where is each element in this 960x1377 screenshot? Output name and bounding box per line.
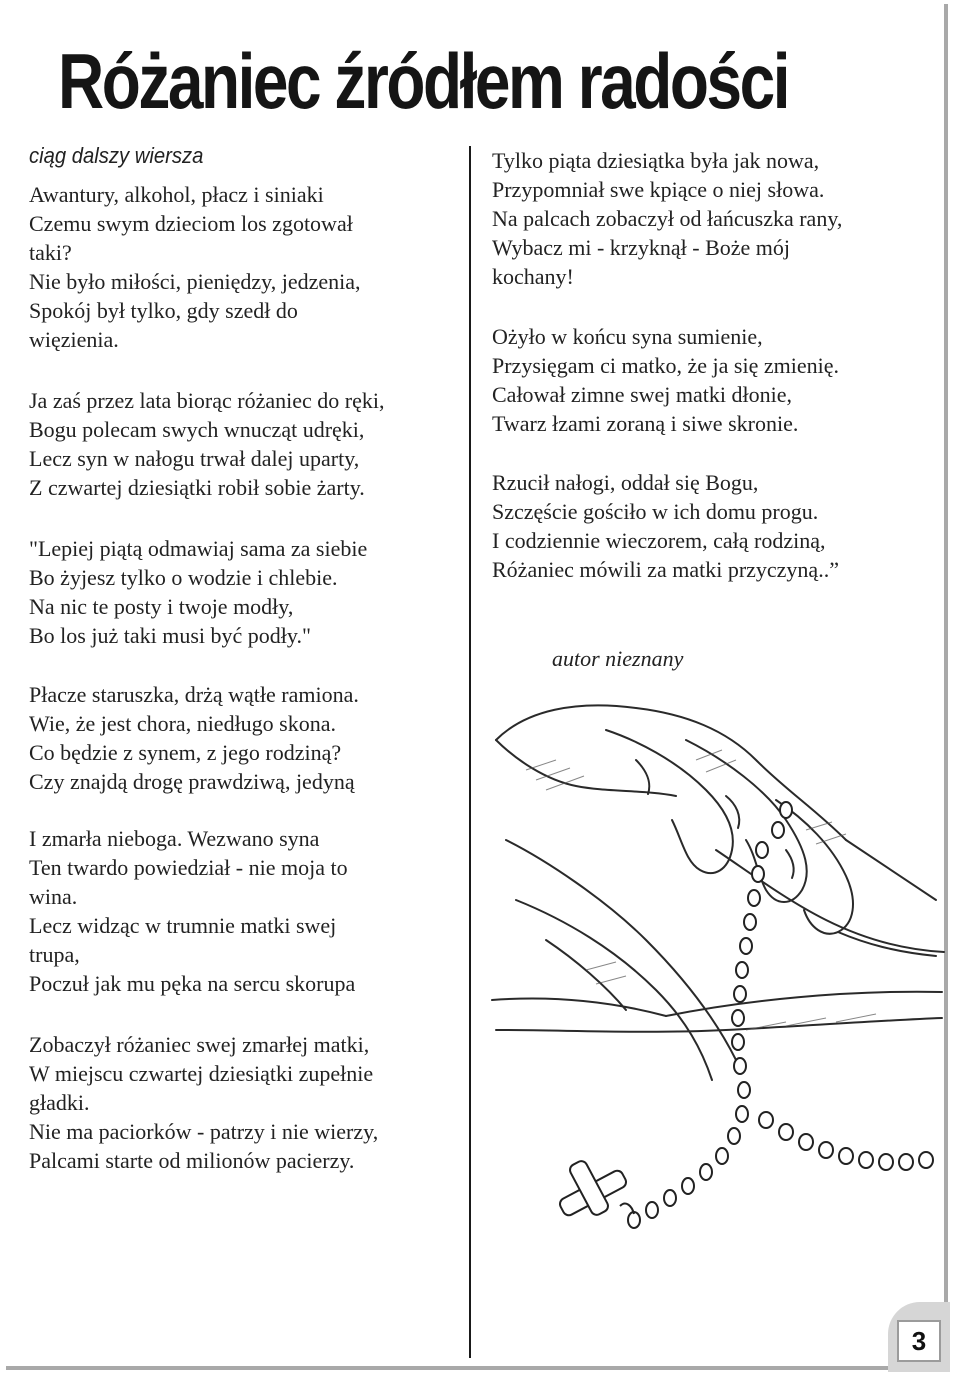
rosary-hand-illustration [486, 700, 948, 1260]
verse-line: Bogu polecam swych wnucząt udręki, [29, 417, 365, 442]
verse-line: Bo los już taki musi być podły." [29, 623, 311, 648]
verse-line: Płacze staruszka, drżą wątłe ramiona. [29, 682, 359, 707]
stanza-left-2 [29, 386, 459, 502]
stanza-left-5 [29, 824, 459, 998]
verse-line: Na nic te posty i twoje modły, [29, 594, 294, 619]
subtitle: ciąg dalszy wiersza [29, 143, 204, 168]
verse-line: Tylko piąta dziesiątka była jak nowa, [492, 148, 820, 173]
verse-line: Z czwartej dziesiątki robił sobie żarty. [29, 475, 365, 500]
stanza-left-1 [29, 180, 459, 354]
verse-line: Poczuł jak mu pęka na sercu skorupa [29, 971, 356, 996]
verse-line: gładki. [29, 1090, 90, 1115]
stanza-left-3 [29, 534, 459, 650]
stanza-left-4 [29, 680, 459, 796]
author-credit: autor nieznany [552, 646, 684, 671]
verse-line: trupa, [29, 942, 80, 967]
stanza-right-1 [492, 146, 932, 291]
verse-line: Ja zaś przez lata biorąc różaniec do ręki, [29, 388, 385, 413]
verse-line: kochany! [492, 264, 574, 289]
stanza-right-2 [492, 322, 932, 438]
verse-line: I zmarła nieboga. Wezwano syna [29, 826, 320, 851]
verse-line: Twarz łzami zoraną i siwe skronie. [492, 411, 799, 436]
verse-line: Rzucił nałogi, oddał się Bogu, [492, 470, 759, 495]
verse-line: taki? [29, 240, 72, 265]
verse-line: I codziennie wieczorem, całą rodziną, [492, 528, 826, 553]
verse-line: Czy znajdą drogę prawdziwą, jedyną [29, 769, 355, 794]
verse-line: Przysięgam ci matko, że ja się zmienię. [492, 353, 839, 378]
verse-line: Zobaczył różaniec swej zmarłej matki, [29, 1032, 370, 1057]
verse-line: Czemu swym dzieciom los zgotował [29, 211, 353, 236]
verse-line: W miejscu czwartej dziesiątki zupełnie [29, 1061, 374, 1086]
verse-line: Nie ma paciorków - patrzy i nie wierzy, [29, 1119, 379, 1144]
verse-line: "Lepiej piątą odmawiaj sama za siebie [29, 536, 368, 561]
verse-line: Nie było miłości, pieniędzy, jedzenia, [29, 269, 361, 294]
verse-line: Lecz syn w nałogu trwał dalej uparty, [29, 446, 360, 471]
verse-line: Spokój był tylko, gdy szedł do [29, 298, 298, 323]
verse-line: więzienia. [29, 327, 119, 352]
page-number: 3 [897, 1320, 941, 1362]
verse-line: Palcami starte od milionów pacierzy. [29, 1148, 355, 1173]
stanza-left-6 [29, 1030, 459, 1175]
verse-line: Co będzie z synem, z jego rodziną? [29, 740, 342, 765]
verse-line: Bo żyjesz tylko o wodzie i chlebie. [29, 565, 338, 590]
verse-line: Wie, że jest chora, niedługo skona. [29, 711, 337, 736]
verse-line: wina. [29, 884, 78, 909]
verse-line: Szczęście gościło w ich domu progu. [492, 499, 819, 524]
verse-line: Awantury, alkohol, płacz i siniaki [29, 182, 324, 207]
verse-line: Różaniec mówili za matki przyczyną..” [492, 557, 839, 582]
verse-line: Całował zimne swej matki dłonie, [492, 382, 792, 407]
verse-line: Przypomniał swe kpiące o niej słowa. [492, 177, 825, 202]
verse-line: Ożyło w końcu syna sumienie, [492, 324, 763, 349]
verse-line: Lecz widząc w trumnie matki swej [29, 913, 337, 938]
column-divider [469, 146, 471, 1358]
verse-line: Wybacz mi - krzyknął - Boże mój [492, 235, 791, 260]
stanza-right-3 [492, 468, 932, 584]
page-title: Różaniec źródłem radości [58, 37, 789, 125]
verse-line: Na palcach zobaczył od łańcuszka rany, [492, 206, 843, 231]
verse-line: Ten twardo powiedział - nie moja to [29, 855, 348, 880]
